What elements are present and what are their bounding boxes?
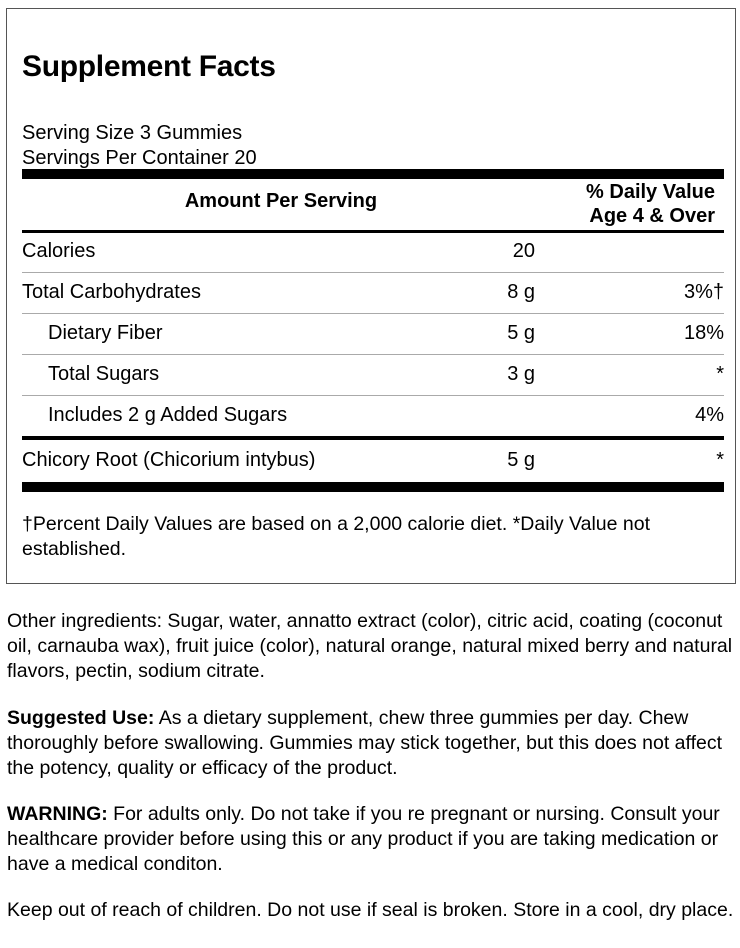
serving-size: Serving Size 3 Gummies	[22, 122, 243, 144]
nutrient-dv: *	[716, 449, 724, 471]
nutrient-amount: 5 g	[507, 449, 535, 471]
nutrient-name: Total Carbohydrates	[22, 281, 201, 303]
row-divider	[22, 395, 724, 396]
nutrient-name: Includes 2 g Added Sugars	[48, 404, 288, 426]
header-dv-line2: Age 4 & Over	[589, 205, 715, 227]
warning-text: For adults only. Do not take if you re pregnant or nursing. Consult your healthcare provider before using this or any product if you are taking medication or have a medical conditon.	[7, 803, 720, 875]
nutrient-row-calories	[22, 239, 724, 263]
nutrient-dv: 3%†	[683, 281, 724, 303]
header-daily-value	[586, 180, 715, 228]
nutrient-dv: *	[716, 363, 724, 385]
nutrient-dv: 4%	[695, 404, 724, 426]
warning	[7, 802, 735, 877]
nutrient-name: Dietary Fiber	[48, 322, 163, 344]
nutrient-row-total-sugars	[22, 362, 724, 386]
facts-title: Supplement Facts	[22, 50, 276, 83]
section-rule	[22, 436, 724, 440]
nutrient-name: Total Sugars	[48, 363, 160, 385]
nutrient-row-chicory-root	[22, 448, 724, 472]
header-rule	[22, 230, 724, 233]
thick-rule-bottom	[22, 482, 724, 492]
warning-label: WARNING:	[7, 803, 108, 825]
row-divider	[22, 313, 724, 314]
thick-rule-top	[22, 169, 724, 179]
servings-per-container: Servings Per Container 20	[22, 147, 257, 169]
nutrient-amount: 20	[512, 240, 535, 262]
nutrient-amount: 8 g	[507, 281, 535, 303]
row-divider	[22, 272, 724, 273]
row-divider	[22, 354, 724, 355]
nutrient-name: Chicory Root (Chicorium intybus)	[22, 449, 316, 471]
nutrient-dv: 18%	[683, 322, 724, 344]
supplement-facts-panel	[6, 8, 736, 584]
storage-instructions: Keep out of reach of children. Do not use if seal is broken. Store in a cool, dry place.	[7, 899, 734, 921]
other-ingredients: Other ingredients: Sugar, water, annatto extract (color), citric acid, coating (coconut oil, carnauba wax), fruit juice (color), natural orange, natural mixed berry and natural flavors, pectin, sodium citrate.	[7, 610, 733, 682]
suggested-use-text: As a dietary supplement, chew three gummies per day. Chew thoroughly before swallowing. Gummies may stick together, but this does not affect the potency, quality or efficacy of the product.	[7, 707, 723, 779]
header-amount-per-serving: Amount Per Serving	[184, 190, 378, 212]
nutrient-row-dietary-fiber	[22, 321, 724, 345]
nutrient-row-total-carbohydrates	[22, 280, 724, 304]
suggested-use	[7, 706, 735, 781]
nutrient-row-added-sugars	[22, 403, 724, 427]
nutrient-name: Calories	[22, 240, 96, 262]
nutrient-amount: 3 g	[507, 363, 535, 385]
nutrient-amount: 5 g	[507, 322, 535, 344]
facts-footnote: †Percent Daily Values are based on a 2,000 calorie diet. *Daily Value not established.	[22, 513, 650, 560]
suggested-use-label: Suggested Use:	[7, 707, 155, 729]
header-dv-line1: % Daily Value	[586, 181, 715, 203]
